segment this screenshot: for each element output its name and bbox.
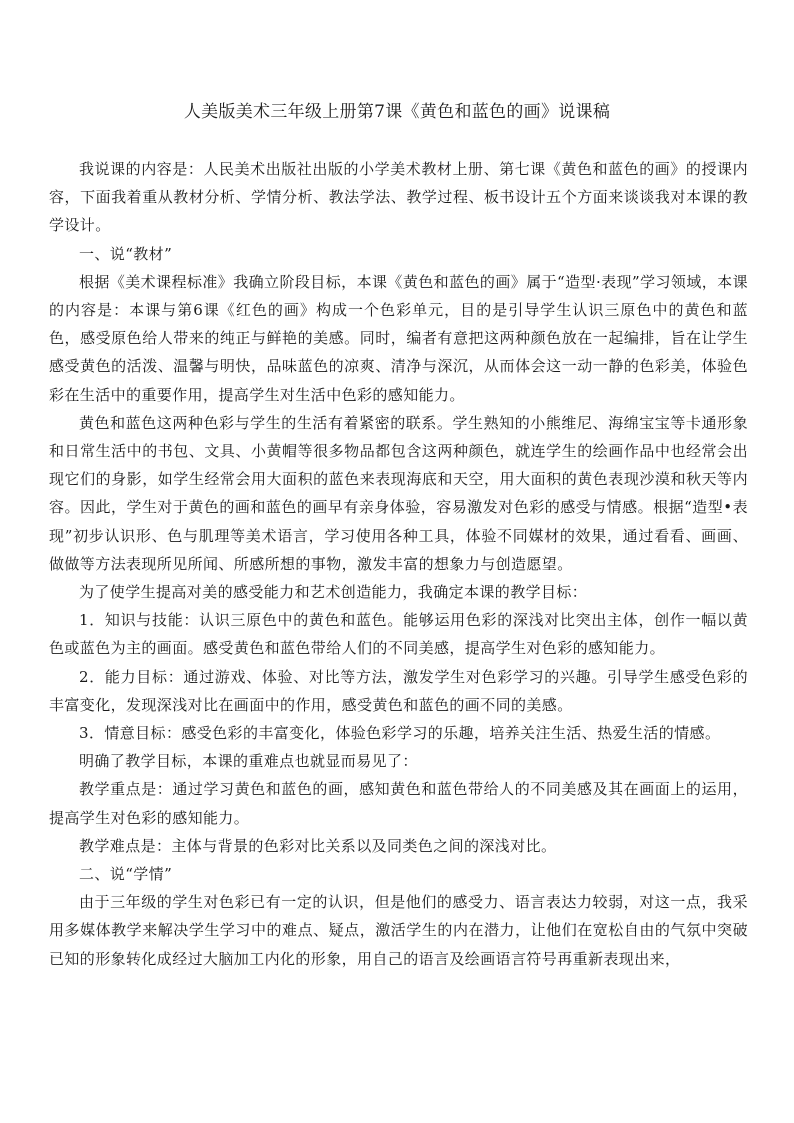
- objective-knowledge-skills: 1．知识与技能：认识三原色中的黄色和蓝色。能够运用色彩的深浅对比突出主体，创作一幅以黄色或蓝色为主的画面。感受黄色和蓝色带给人们的不同美感，提高学生对色彩的感知能力。: [49, 611, 748, 658]
- paragraph-teaching-difficulty: 教学难点是：主体与背景的色彩对比关系以及同类色之间的深浅对比。: [79, 836, 557, 855]
- paragraph-intro: 我说课的内容是：人民美术出版社出版的小学美术教材上册、第七课《黄色和蓝色的画》的授课内容，下面我着重从教材分析、学情分析、教法学法、教学过程、板书设计五个方面来谈谈我对本课的教学设计。: [49, 160, 748, 235]
- objective-ability: 2．能力目标：通过游戏、体验、对比等方法，激发学生对色彩学习的兴趣。引导学生感受色彩的丰富变化，发现深浅对比在画面中的作用，感受黄色和蓝色的画不同的美感。: [49, 667, 748, 714]
- objective-emotion: 3．情意目标：感受色彩的丰富变化，体验色彩学习的乐趣，培养关注生活、热爱生活的情感。: [79, 724, 721, 743]
- paragraph-learning-situation: 由于三年级的学生对色彩已有一定的认识，但是他们的感受力、语言表达力较弱，对这一点，我采用多媒体教学来解决学生学习中的难点、疑点，激活学生的内在潜力，让他们在宽松自由的气氛中突破已知的形象转化成经过大脑加工内化的形象，用自己的语言及绘画语言符号再重新表现出来，: [49, 893, 748, 968]
- document-body: [49, 155, 748, 973]
- paragraph-objectives-intro: 为了使学生提高对美的感受能力和艺术创造能力，我确定本课的教学目标：: [79, 583, 588, 602]
- paragraph-curriculum-standard: 根据《美术课程标准》我确立阶段目标，本课《黄色和蓝色的画》属于“造型·表现”学习领域，本课的内容是：本课与第6课《红色的画》构成一个色彩单元，目的是引导学生认识三原色中的黄色和蓝色，感受原色给人带来的纯正与鲜艳的美感。同时，编者有意把这两种颜色放在一起编排，旨在让学生感受黄色的活泼、温馨与明快，品味蓝色的凉爽、清净与深沉，从而体会这一动一静的色彩美，体验色彩在生活中的重要作用，提高学生对生活中色彩的感知能力。: [49, 272, 748, 404]
- document-title: 人美版美术三年级上册第7课《黄色和蓝色的画》说课稿: [183, 102, 611, 122]
- paragraph-color-life: 黄色和蓝色这两种色彩与学生的生活有着紧密的联系。学生熟知的小熊维尼、海绵宝宝等卡通形象和日常生活中的书包、文具、小黄帽等很多物品都包含这两种颜色，就连学生的绘画作品中也经常会出现它们的身影，如学生经常会用大面积的蓝色来表现海底和天空，用大面积的黄色表现沙漠和秋天等内容。因此，学生对于黄色的画和蓝色的画早有亲身体验，容易激发对色彩的感受与情感。根据“造型•表现”初步认识形、色与肌理等美术语言，学习使用各种工具，体验不同媒材的效果，通过看看、画画、做做等方法表现所见所闻、所感所想的事物，激发丰富的想象力与创造愿望。: [49, 413, 748, 573]
- paragraph-teaching-focus: 教学重点是：通过学习黄色和蓝色的画，感知黄色和蓝色带给人的不同美感及其在画面上的运用，提高学生对色彩的感知能力。: [49, 780, 748, 827]
- section-heading-textbook: 一、说“教材”: [79, 244, 173, 263]
- paragraph-key-points-intro: 明确了教学目标，本课的重难点也就显而易见了：: [79, 752, 418, 771]
- section-heading-learning: 二、说“学情”: [79, 865, 173, 884]
